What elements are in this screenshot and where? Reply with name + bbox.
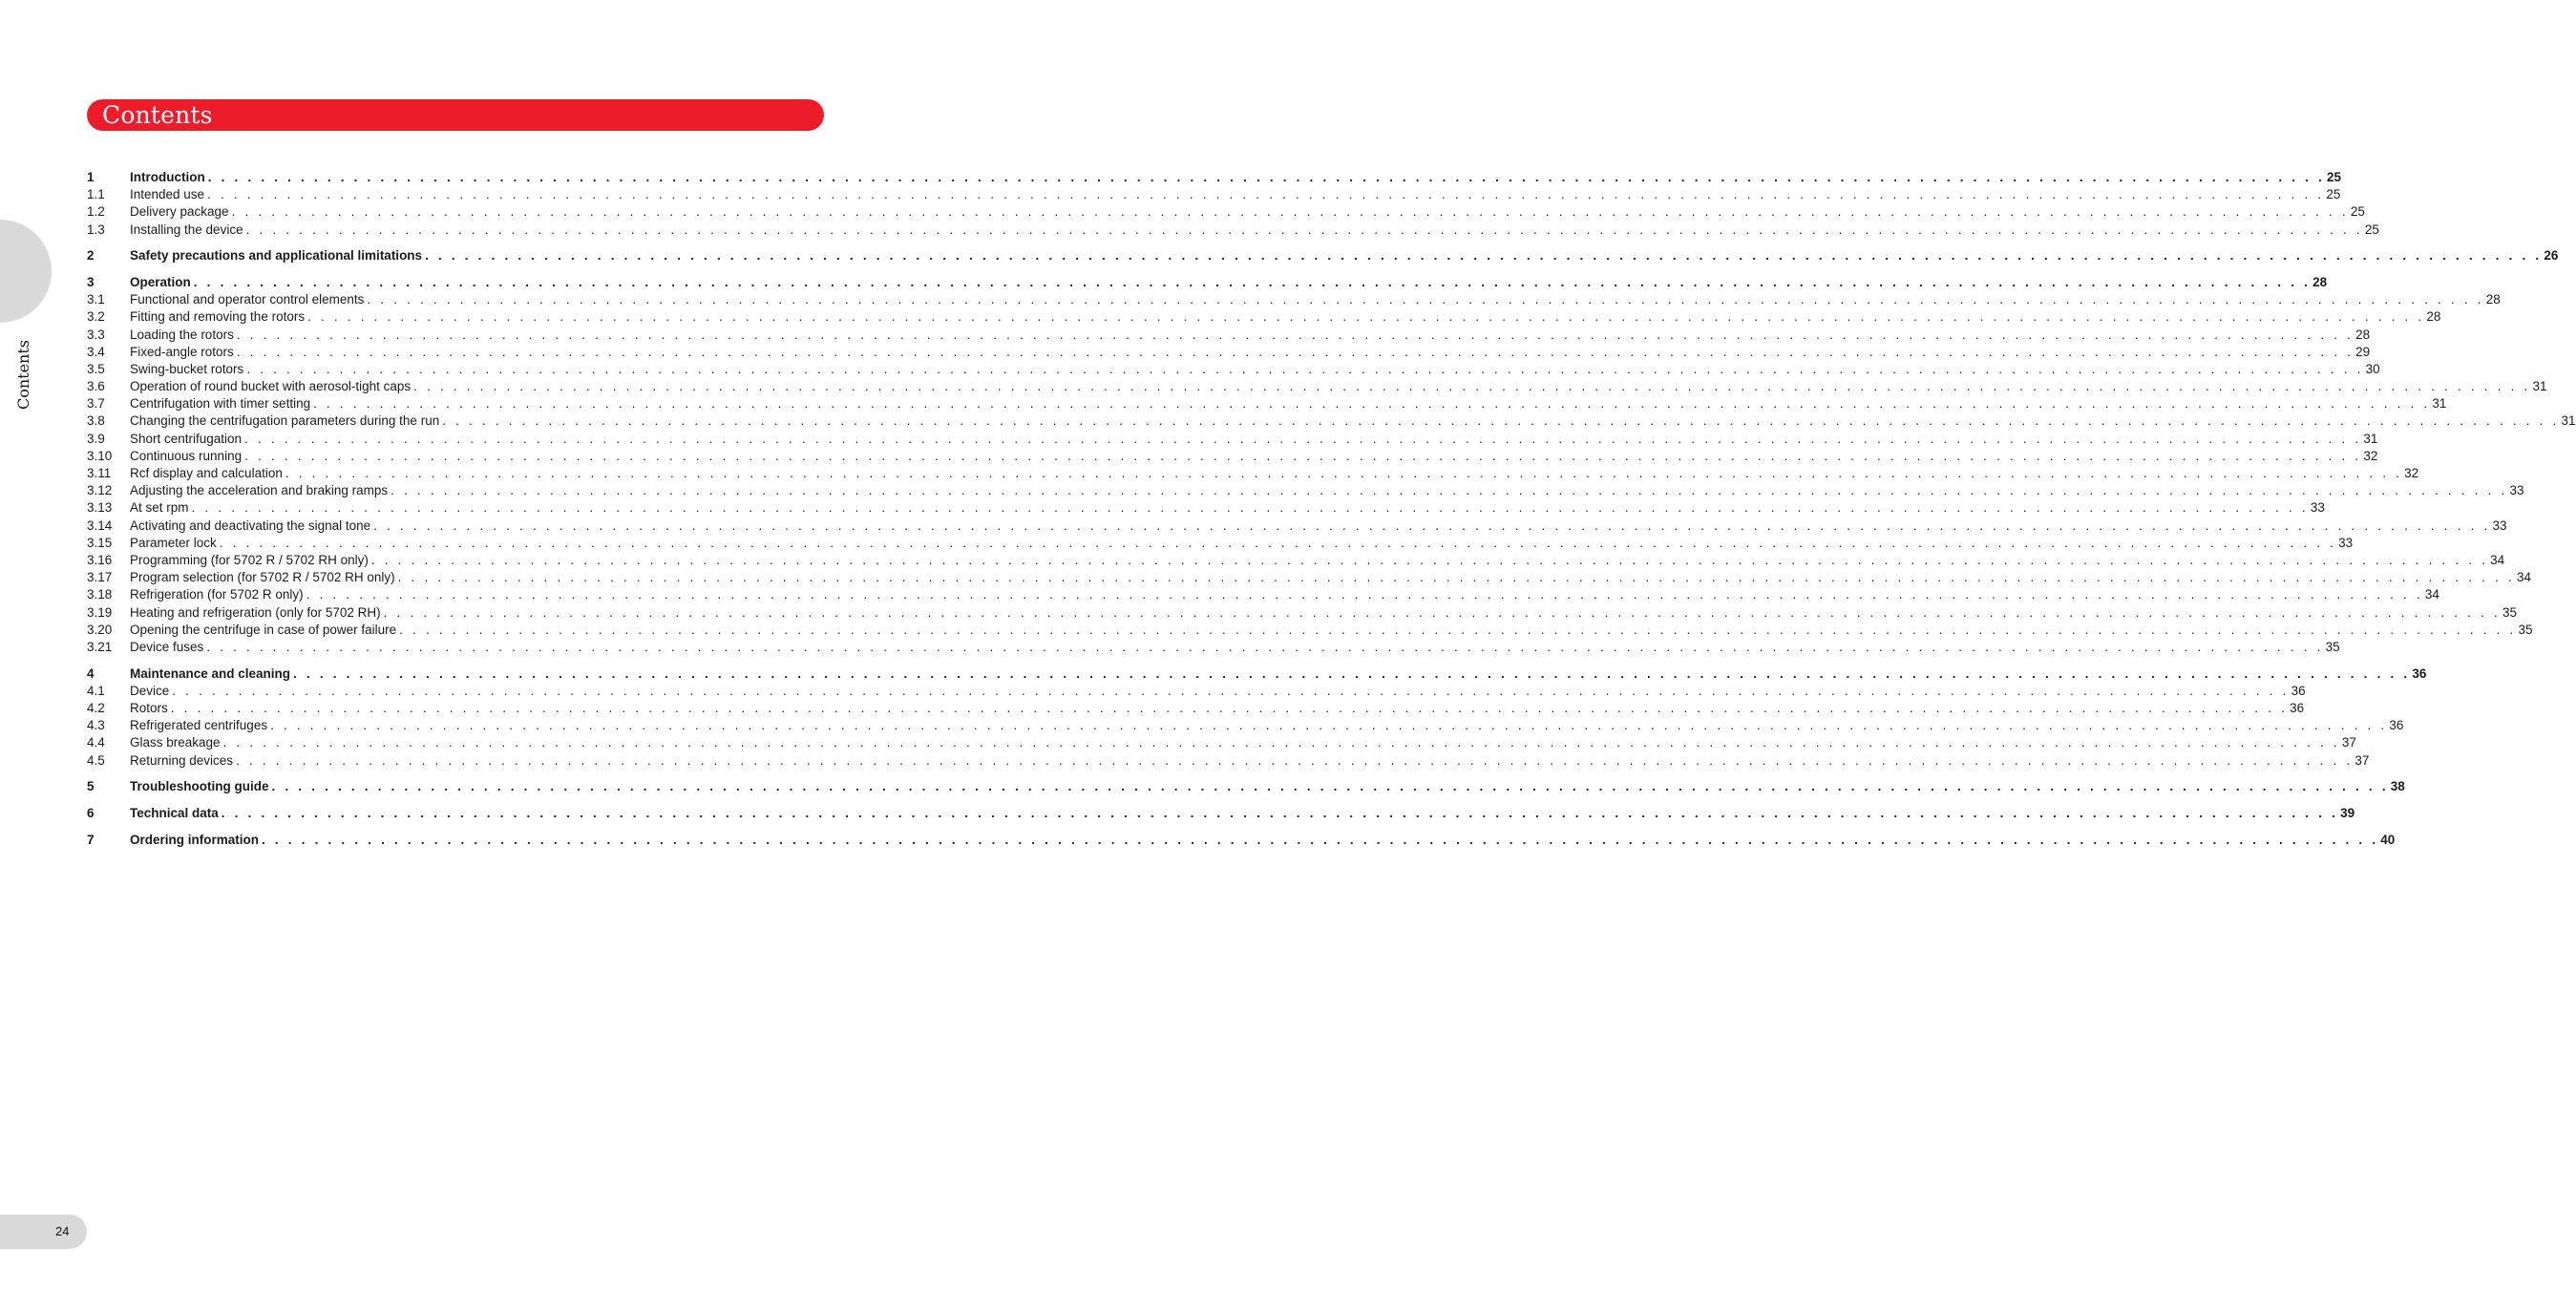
toc-page-number: 34 — [2516, 570, 2531, 585]
toc-number: 4.2 — [87, 700, 105, 715]
dot-leader: . . . . . . . . . . . . . . . . . . . . . . . . . . . . . . . . . . . . . . . . . . . . . . . . . . . . . . . . . . . . . . . . . . . . . . . . . . . . . . . . . . . . . . . . . . . . . . . . . . . . . . . . . . . . . . . . . . . . . . . . . . . . . . . . . . . . . . . . . . . . . . . . . . . . . . . . . . . . . . . . — [193, 274, 2312, 289]
toc-number: 3.21 — [87, 639, 113, 654]
toc-number: 3.9 — [87, 431, 105, 446]
toc-chapter-row[interactable] — [87, 805, 2355, 822]
toc-number: 1 — [87, 170, 95, 184]
toc-title: Glass breakage — [130, 735, 221, 750]
toc-page-number: 32 — [2363, 448, 2378, 463]
dot-leader: . . . . . . . . . . . . . . . . . . . . . . . . . . . . . . . . . . . . . . . . . . . . . . . . . . . . . . . . . . . . . . . . . . . . . . . . . . . . . . . . . . . . . . . . . . . . . . . . . . . . . . . . . . . . . . . . . . . . . . . . . . . . . . . . . . . . . . . . . . . . . . . . . . . . . . . . . . . . . . . . — [270, 718, 2388, 733]
toc-title: Short centrifugation — [130, 431, 243, 446]
toc-title: Program selection (for 5702 R / 5702 RH only) — [130, 570, 395, 585]
toc-page-number: 36 — [2412, 666, 2427, 681]
toc-number: 3.18 — [87, 587, 113, 602]
toc-page-number: 40 — [2380, 832, 2396, 847]
toc-number: 7 — [87, 832, 95, 847]
toc-section-row[interactable] — [87, 552, 2505, 569]
toc-title: Refrigeration (for 5702 R only) — [130, 587, 304, 602]
dot-leader: . . . . . . . . . . . . . . . . . . . . . . . . . . . . . . . . . . . . . . . . . . . . . . . . . . . . . . . . . . . . . . . . . . . . . . . . . . . . . . . . . . . . . . . . . . . . . . . . . . . . . . . . . . . . . . . . . . . . . . . . . . . . . . . . . . . . . . . . . . . . . . . . . . . . . . . . . . . . . . . . — [236, 327, 2354, 342]
dot-leader: . . . . . . . . . . . . . . . . . . . . . . . . . . . . . . . . . . . . . . . . . . . . . . . . . . . . . . . . . . . . . . . . . . . . . . . . . . . . . . . . . . . . . . . . . . . . . . . . . . . . . . . . . . . . . . . . . . . . . . . . . . . . . . . . . . . . . . . . . . . . . . . . . . . . . . . . . . . . . . . . — [307, 309, 2425, 325]
toc-page-number: 34 — [2490, 552, 2505, 567]
toc-section-row[interactable] — [87, 752, 2370, 770]
toc-number: 3.15 — [87, 535, 113, 550]
dot-leader: . . . . . . . . . . . . . . . . . . . . . . . . . . . . . . . . . . . . . . . . . . . . . . . . . . . . . . . . . . . . . . . . . . . . . . . . . . . . . . . . . . . . . . . . . . . . . . . . . . . . . . . . . . . . . . . . . . . . . . . . . . . . . . . . . . . . . . . . . . . . . . . . . . . . . . . . . . . . . . . . — [246, 361, 2364, 376]
toc-chapter-row[interactable] — [87, 666, 2427, 683]
toc-number: 3.4 — [87, 344, 105, 359]
dot-leader: . . . . . . . . . . . . . . . . . . . . . . . . . . . . . . . . . . . . . . . . . . . . . . . . . . . . . . . . . . . . . . . . . . . . . . . . . . . . . . . . . . . . . . . . . . . . . . . . . . . . . . . . . . . . . . . . . . . . . . . . . . . . . . . . . . . . . . . . . . . . . . . . . . . . . . . . . . . . . . . . — [413, 379, 2531, 394]
toc-title: Fixed-angle rotors — [130, 344, 234, 359]
toc-page-number: 31 — [2532, 379, 2547, 394]
toc-page-number: 31 — [2432, 396, 2447, 412]
toc-title: Operation — [130, 274, 191, 289]
dot-leader: . . . . . . . . . . . . . . . . . . . . . . . . . . . . . . . . . . . . . . . . . . . . . . . . . . . . . . . . . . . . . . . . . . . . . . . . . . . . . . . . . . . . . . . . . . . . . . . . . . . . . . . . . . . . . . . . . . . . . . . . . . . . . . . . . . . . . . . . . . . . . . . . . . . . . . . . . . . . . . . . — [397, 570, 2515, 585]
toc-section-row[interactable] — [87, 186, 2341, 203]
toc-number: 4.5 — [87, 752, 105, 768]
toc-number: 3.16 — [87, 552, 113, 567]
dot-leader: . . . . . . . . . . . . . . . . . . . . . . . . . . . . . . . . . . . . . . . . . . . . . . . . . . . . . . . . . . . . . . . . . . . . . . . . . . . . . . . . . . . . . . . . . . . . . . . . . . . . . . . . . . . . . . . . . . . . . . . . . . . . . . . . . . . . . . . . . . . . . . . . . . . . . . . . . . . . . . . . — [306, 587, 2423, 602]
toc-page-number: 37 — [2341, 735, 2356, 750]
toc-page-number: 25 — [2326, 187, 2341, 202]
dot-leader: . . . . . . . . . . . . . . . . . . . . . . . . . . . . . . . . . . . . . . . . . . . . . . . . . . . . . . . . . . . . . . . . . . . . . . . . . . . . . . . . . . . . . . . . . . . . . . . . . . . . . . . . . . . . . . . . . . . . . . . . . . . . . . . . . . . . . . . . . . . . . . . . . . . . . . . . . . . . . . . . — [170, 700, 2289, 715]
page-title: Contents — [102, 101, 213, 129]
toc-number: 3.7 — [87, 396, 105, 412]
toc-number: 6 — [87, 805, 95, 820]
toc-page-number: 25 — [2327, 170, 2342, 184]
toc-number: 3.6 — [87, 379, 105, 394]
toc-section-row[interactable] — [87, 222, 2379, 239]
toc-section-row[interactable] — [87, 499, 2325, 517]
dot-leader: . . . . . . . . . . . . . . . . . . . . . . . . . . . . . . . . . . . . . . . . . . . . . . . . . . . . . . . . . . . . . . . . . . . . . . . . . . . . . . . . . . . . . . . . . . . . . . . . . . . . . . . . . . . . . . . . . . . . . . . . . . . . . . . . . . . . . . . . . . . . . . . . . . . . . . . . . . . . . . . . — [293, 666, 2411, 681]
toc-title: Installing the device — [130, 222, 243, 237]
toc-page-number: 39 — [2340, 805, 2355, 820]
toc-number: 3.13 — [87, 500, 113, 516]
toc-title: Maintenance and cleaning — [130, 666, 291, 681]
toc-page-number: 36 — [2291, 683, 2306, 698]
dot-leader: . . . . . . . . . . . . . . . . . . . . . . . . . . . . . . . . . . . . . . . . . . . . . . . . . . . . . . . . . . . . . . . . . . . . . . . . . . . . . . . . . . . . . . . . . . . . . . . . . . . . . . . . . . . . . . . . . . . . . . . . . . . . . . . . . . . . . . . . . . . . . . . . . . . . . . . . . . . . . . . . — [207, 187, 2325, 202]
toc-chapter-row[interactable] — [87, 778, 2405, 795]
toc-page-number: 29 — [2355, 344, 2371, 359]
toc-title: Troubleshooting guide — [130, 779, 269, 794]
toc-title: Returning devices — [130, 752, 234, 768]
toc-chapter-row[interactable] — [87, 832, 2396, 849]
toc-number: 3 — [87, 274, 95, 289]
toc-number: 4.3 — [87, 718, 105, 733]
side-tab-label-text: Contents — [14, 339, 33, 411]
toc-title: Changing the centrifugation parameters during the run — [130, 413, 440, 429]
toc-number: 5 — [87, 779, 95, 794]
toc-number: 2 — [87, 248, 95, 264]
toc-section-row[interactable] — [87, 700, 2305, 717]
toc-section-row[interactable] — [87, 431, 2378, 448]
toc-section-row[interactable] — [87, 717, 2404, 734]
dot-leader: . . . . . . . . . . . . . . . . . . . . . . . . . . . . . . . . . . . . . . . . . . . . . . . . . . . . . . . . . . . . . . . . . . . . . . . . . . . . . . . . . . . . . . . . . . . . . . . . . . . . . . . . . . . . . . . . . . . . . . . . . . . . . . . . . . . . . . . . . . . . . . . . . . . . . . . . . . . . . . . . — [207, 170, 2326, 184]
toc-page-number: 34 — [2424, 587, 2439, 602]
toc-section-row[interactable] — [87, 639, 2340, 656]
dot-leader: . . . . . . . . . . . . . . . . . . . . . . . . . . . . . . . . . . . . . . . . . . . . . . . . . . . . . . . . . . . . . . . . . . . . . . . . . . . . . . . . . . . . . . . . . . . . . . . . . . . . . . . . . . . . . . . . . . . . . . . . . . . . . . . . . . . . . . . . . . . . . . . . . . . . . . . . . . . . . . . . — [391, 483, 2508, 498]
toc-section-row[interactable] — [87, 412, 2576, 430]
toc-section-row[interactable] — [87, 327, 2371, 344]
toc-title: Refrigerated centrifuges — [130, 718, 268, 733]
toc-section-row[interactable] — [87, 518, 2507, 535]
toc-page-number: 35 — [2518, 622, 2533, 637]
toc-section-row[interactable] — [87, 203, 2365, 221]
dot-leader: . . . . . . . . . . . . . . . . . . . . . . . . . . . . . . . . . . . . . . . . . . . . . . . . . . . . . . . . . . . . . . . . . . . . . . . . . . . . . . . . . . . . . . . . . . . . . . . . . . . . . . . . . . . . . . . . . . . . . . . . . . . . . . . . . . . . . . . . . . . . . . . . . . . . . . . . . . . . . . . . — [313, 396, 2431, 412]
toc-section-row[interactable] — [87, 482, 2524, 499]
toc-page-number: 36 — [2389, 718, 2404, 733]
toc-title: Rcf display and calculation — [130, 466, 283, 480]
toc-title: Device fuses — [130, 639, 204, 654]
toc-number: 3.17 — [87, 570, 113, 585]
page-number: 24 — [55, 1224, 70, 1238]
toc-section-row[interactable] — [87, 344, 2371, 361]
toc-page-number: 33 — [2492, 518, 2507, 533]
toc-title: Introduction — [130, 170, 205, 184]
toc-number: 3.20 — [87, 622, 113, 637]
toc-number: 3.5 — [87, 361, 105, 376]
toc-number: 4.4 — [87, 735, 105, 750]
toc-section-row[interactable] — [87, 535, 2354, 552]
dot-leader: . . . . . . . . . . . . . . . . . . . . . . . . . . . . . . . . . . . . . . . . . . . . . . . . . . . . . . . . . . . . . . . . . . . . . . . . . . . . . . . . . . . . . . . . . . . . . . . . . . . . . . . . . . . . . . . . . . . . . . . . . . . . . . . . . . . . . . . . . . . . . . . . . . . . . . . . . . . . . . . . — [399, 622, 2517, 637]
dot-leader: . . . . . . . . . . . . . . . . . . . . . . . . . . . . . . . . . . . . . . . . . . . . . . . . . . . . . . . . . . . . . . . . . . . . . . . . . . . . . . . . . . . . . . . . . . . . . . . . . . . . . . . . . . . . . . . . . . . . . . . . . . . . . . . . . . . . . . . . . . . . . . . . . . . . . . . . . . . . . . . . — [236, 344, 2354, 359]
dot-leader: . . . . . . . . . . . . . . . . . . . . . . . . . . . . . . . . . . . . . . . . . . . . . . . . . . . . . . . . . . . . . . . . . . . . . . . . . . . . . . . . . . . . . . . . . . . . . . . . . . . . . . . . . . . . . . . . . . . . . . . . . . . . . . . . . . . . . . . . . . . . . . . . . . . . . . . . . . . . . . . . — [442, 413, 2560, 429]
toc-title: Intended use — [130, 187, 205, 202]
toc-page-number: 37 — [2354, 752, 2370, 768]
toc-section-row[interactable] — [87, 308, 2441, 326]
toc-section-row[interactable] — [87, 586, 2439, 603]
title-bar — [87, 99, 824, 131]
dot-leader: . . . . . . . . . . . . . . . . . . . . . . . . . . . . . . . . . . . . . . . . . . . . . . . . . . . . . . . . . . . . . . . . . . . . . . . . . . . . . . . . . . . . . . . . . . . . . . . . . . . . . . . . . . . . . . . . . . . . . . . . . . . . . . . . . . . . . . . . . . . . . . . . . . . . . . . . . . . . . . . . — [236, 752, 2354, 768]
dot-leader: . . . . . . . . . . . . . . . . . . . . . . . . . . . . . . . . . . . . . . . . . . . . . . . . . . . . . . . . . . . . . . . . . . . . . . . . . . . . . . . . . . . . . . . . . . . . . . . . . . . . . . . . . . . . . . . . . . . . . . . . . . . . . . . . . . . . . . . . . . . . . . . . . . . . . . . . . . . . . . . . — [383, 604, 2501, 620]
dot-leader: . . . . . . . . . . . . . . . . . . . . . . . . . . . . . . . . . . . . . . . . . . . . . . . . . . . . . . . . . . . . . . . . . . . . . . . . . . . . . . . . . . . . . . . . . . . . . . . . . . . . . . . . . . . . . . . . . . . . . . . . . . . . . . . . . . . . . . . . . . . . . . . . . . . . . . . . . . . . . . . . — [425, 248, 2543, 264]
dot-leader: . . . . . . . . . . . . . . . . . . . . . . . . . . . . . . . . . . . . . . . . . . . . . . . . . . . . . . . . . . . . . . . . . . . . . . . . . . . . . . . . . . . . . . . . . . . . . . . . . . . . . . . . . . . . . . . . . . . . . . . . . . . . . . . . . . . . . . . . . . . . . . . . . . . . . . . . . . . . . . . . — [219, 535, 2337, 550]
toc-title: Swing-bucket rotors — [130, 361, 244, 376]
dot-leader: . . . . . . . . . . . . . . . . . . . . . . . . . . . . . . . . . . . . . . . . . . . . . . . . . . . . . . . . . . . . . . . . . . . . . . . . . . . . . . . . . . . . . . . . . . . . . . . . . . . . . . . . . . . . . . . . . . . . . . . . . . . . . . . . . . . . . . . . . . . . . . . . . . . . . . . . . . . . . . . . — [262, 832, 2379, 847]
toc-section-row[interactable] — [87, 622, 2533, 639]
toc-page-number: 31 — [2561, 413, 2576, 429]
dot-leader: . . . . . . . . . . . . . . . . . . . . . . . . . . . . . . . . . . . . . . . . . . . . . . . . . . . . . . . . . . . . . . . . . . . . . . . . . . . . . . . . . . . . . . . . . . . . . . . . . . . . . . . . . . . . . . . . . . . . . . . . . . . . . . . . . . . . . . . . . . . . . . . . . . . . . . . . . . . . . . . . — [244, 431, 2362, 446]
dot-leader: . . . . . . . . . . . . . . . . . . . . . . . . . . . . . . . . . . . . . . . . . . . . . . . . . . . . . . . . . . . . . . . . . . . . . . . . . . . . . . . . . . . . . . . . . . . . . . . . . . . . . . . . . . . . . . . . . . . . . . . . . . . . . . . . . . . . . . . . . . . . . . . . . . . . . . . . . . . . . . . . — [206, 639, 2324, 654]
toc-section-row[interactable] — [87, 465, 2419, 482]
dot-leader: . . . . . . . . . . . . . . . . . . . . . . . . . . . . . . . . . . . . . . . . . . . . . . . . . . . . . . . . . . . . . . . . . . . . . . . . . . . . . . . . . . . . . . . . . . . . . . . . . . . . . . . . . . . . . . . . . . . . . . . . . . . . . . . . . . . . . . . . . . . . . . . . . . . . . . . . . . . . . . . . — [172, 683, 2290, 698]
toc-page-number: 28 — [2355, 327, 2371, 342]
toc-chapter-row[interactable] — [87, 274, 2328, 291]
toc-title: Safety precautions and applicational limitations — [130, 248, 423, 264]
toc-page-number: 28 — [2426, 309, 2441, 325]
toc-title: Continuous running — [130, 448, 243, 463]
dot-leader: . . . . . . . . . . . . . . . . . . . . . . . . . . . . . . . . . . . . . . . . . . . . . . . . . . . . . . . . . . . . . . . . . . . . . . . . . . . . . . . . . . . . . . . . . . . . . . . . . . . . . . . . . . . . . . . . . . . . . . . . . . . . . . . . . . . . . . . . . . . . . . . . . . . . . . . . . . . . . . . . — [191, 500, 2309, 516]
toc-title: Functional and operator control elements — [130, 292, 365, 307]
dot-leader: . . . . . . . . . . . . . . . . . . . . . . . . . . . . . . . . . . . . . . . . . . . . . . . . . . . . . . . . . . . . . . . . . . . . . . . . . . . . . . . . . . . . . . . . . . . . . . . . . . . . . . . . . . . . . . . . . . . . . . . . . . . . . . . . . . . . . . . . . . . . . . . . . . . . . . . . . . . . . . . . — [367, 292, 2484, 307]
toc-page-number: 35 — [2502, 604, 2517, 620]
dot-leader: . . . . . . . . . . . . . . . . . . . . . . . . . . . . . . . . . . . . . . . . . . . . . . . . . . . . . . . . . . . . . . . . . . . . . . . . . . . . . . . . . . . . . . . . . . . . . . . . . . . . . . . . . . . . . . . . . . . . . . . . . . . . . . . . . . . . . . . . . . . . . . . . . . . . . . . . . . . . . . . . — [271, 779, 2389, 794]
dot-leader: . . . . . . . . . . . . . . . . . . . . . . . . . . . . . . . . . . . . . . . . . . . . . . . . . . . . . . . . . . . . . . . . . . . . . . . . . . . . . . . . . . . . . . . . . . . . . . . . . . . . . . . . . . . . . . . . . . . . . . . . . . . . . . . . . . . . . . . . . . . . . . . . . . . . . . . . . . . . . . . . — [285, 466, 2403, 480]
toc-section-row[interactable] — [87, 378, 2547, 395]
toc-section-row[interactable] — [87, 734, 2356, 751]
toc-section-row[interactable] — [87, 291, 2501, 308]
toc-number: 3.1 — [87, 292, 105, 307]
toc-title: Operation of round bucket with aerosol-tight caps — [130, 379, 412, 394]
toc-title: Delivery package — [130, 204, 229, 220]
toc-section-row[interactable] — [87, 395, 2447, 412]
toc-page-number: 28 — [2485, 292, 2501, 307]
toc-title: Loading the rotors — [130, 327, 234, 342]
toc-page-number: 33 — [2310, 500, 2325, 516]
toc-page-number: 28 — [2312, 274, 2328, 289]
toc-page-number: 25 — [2350, 204, 2365, 220]
toc-chapter-row[interactable] — [87, 247, 2559, 264]
side-tab-label — [13, 339, 34, 411]
dot-leader: . . . . . . . . . . . . . . . . . . . . . . . . . . . . . . . . . . . . . . . . . . . . . . . . . . . . . . . . . . . . . . . . . . . . . . . . . . . . . . . . . . . . . . . . . . . . . . . . . . . . . . . . . . . . . . . . . . . . . . . . . . . . . . . . . . . . . . . . . . . . . . . . . . . . . . . . . . . . . . . . — [222, 735, 2340, 750]
side-tab — [0, 220, 52, 323]
toc-section-row[interactable] — [87, 569, 2531, 586]
toc-title: Parameter lock — [130, 535, 217, 550]
toc-number: 4 — [87, 666, 95, 681]
toc-title: Fitting and removing the rotors — [130, 309, 306, 325]
toc-title: At set rpm — [130, 500, 189, 516]
toc-number: 1.1 — [87, 187, 105, 202]
toc-title: Opening the centrifuge in case of power failure — [130, 622, 397, 637]
dot-leader: . . . . . . . . . . . . . . . . . . . . . . . . . . . . . . . . . . . . . . . . . . . . . . . . . . . . . . . . . . . . . . . . . . . . . . . . . . . . . . . . . . . . . . . . . . . . . . . . . . . . . . . . . . . . . . . . . . . . . . . . . . . . . . . . . . . . . . . . . . . . . . . . . . . . . . . . . . . . . . . . — [370, 552, 2489, 567]
toc-page-number: 25 — [2364, 222, 2379, 237]
toc-section-row[interactable] — [87, 448, 2378, 465]
toc-number: 3.8 — [87, 413, 105, 429]
page-number-tab — [0, 1215, 87, 1249]
toc-title: Activating and deactivating the signal tone — [130, 518, 371, 533]
toc-page-number: 33 — [2509, 483, 2524, 498]
toc-section-row[interactable] — [87, 604, 2517, 622]
toc-number: 4.1 — [87, 683, 105, 698]
dot-leader: . . . . . . . . . . . . . . . . . . . . . . . . . . . . . . . . . . . . . . . . . . . . . . . . . . . . . . . . . . . . . . . . . . . . . . . . . . . . . . . . . . . . . . . . . . . . . . . . . . . . . . . . . . . . . . . . . . . . . . . . . . . . . . . . . . . . . . . . . . . . . . . . . . . . . . . . . . . . . . . . — [221, 805, 2339, 820]
dot-leader: . . . . . . . . . . . . . . . . . . . . . . . . . . . . . . . . . . . . . . . . . . . . . . . . . . . . . . . . . . . . . . . . . . . . . . . . . . . . . . . . . . . . . . . . . . . . . . . . . . . . . . . . . . . . . . . . . . . . . . . . . . . . . . . . . . . . . . . . . . . . . . . . . . . . . . . . . . . . . . . . — [244, 448, 2362, 463]
toc-title: Programming (for 5702 R / 5702 RH only) — [130, 552, 369, 567]
toc-number: 3.10 — [87, 448, 113, 463]
toc-number: 1.3 — [87, 222, 105, 237]
toc-page-number: 36 — [2290, 700, 2305, 715]
toc-number: 1.2 — [87, 204, 105, 220]
toc-number: 3.19 — [87, 604, 113, 620]
toc-title: Rotors — [130, 700, 168, 715]
dot-leader: . . . . . . . . . . . . . . . . . . . . . . . . . . . . . . . . . . . . . . . . . . . . . . . . . . . . . . . . . . . . . . . . . . . . . . . . . . . . . . . . . . . . . . . . . . . . . . . . . . . . . . . . . . . . . . . . . . . . . . . . . . . . . . . . . . . . . . . . . . . . . . . . . . . . . . . . . . . . . . . . — [373, 518, 2491, 533]
toc-number: 3.2 — [87, 309, 105, 325]
dot-leader: . . . . . . . . . . . . . . . . . . . . . . . . . . . . . . . . . . . . . . . . . . . . . . . . . . . . . . . . . . . . . . . . . . . . . . . . . . . . . . . . . . . . . . . . . . . . . . . . . . . . . . . . . . . . . . . . . . . . . . . . . . . . . . . . . . . . . . . . . . . . . . . . . . . . . . . . . . . . . . . . — [245, 222, 2363, 237]
toc-number: 3.11 — [87, 466, 112, 480]
toc-number: 3.12 — [87, 483, 113, 498]
toc-title: Heating and refrigeration (only for 5702 RH) — [130, 604, 381, 620]
toc-number: 3.14 — [87, 518, 113, 533]
toc-title: Adjusting the acceleration and braking ramps — [130, 483, 389, 498]
toc-page-number: 38 — [2390, 779, 2405, 794]
toc-page-number: 30 — [2365, 361, 2380, 376]
toc-title: Technical data — [130, 805, 219, 820]
toc-section-row[interactable] — [87, 361, 2380, 378]
toc-title: Device — [130, 683, 170, 698]
toc-title: Centrifugation with timer setting — [130, 396, 311, 412]
toc-number: 3.3 — [87, 327, 105, 342]
toc-page-number: 31 — [2363, 431, 2378, 446]
toc-page-number: 26 — [2544, 248, 2559, 264]
toc-page-number: 35 — [2325, 639, 2340, 654]
toc-chapter-row[interactable] — [87, 169, 2342, 186]
toc-title: Ordering information — [130, 832, 259, 847]
toc-page-number: 33 — [2338, 535, 2354, 550]
dot-leader: . . . . . . . . . . . . . . . . . . . . . . . . . . . . . . . . . . . . . . . . . . . . . . . . . . . . . . . . . . . . . . . . . . . . . . . . . . . . . . . . . . . . . . . . . . . . . . . . . . . . . . . . . . . . . . . . . . . . . . . . . . . . . . . . . . . . . . . . . . . . . . . . . . . . . . . . . . . . . . . . — [231, 204, 2349, 220]
toc-page-number: 32 — [2404, 466, 2419, 480]
toc-section-row[interactable] — [87, 683, 2306, 700]
table-of-contents — [87, 169, 2576, 849]
